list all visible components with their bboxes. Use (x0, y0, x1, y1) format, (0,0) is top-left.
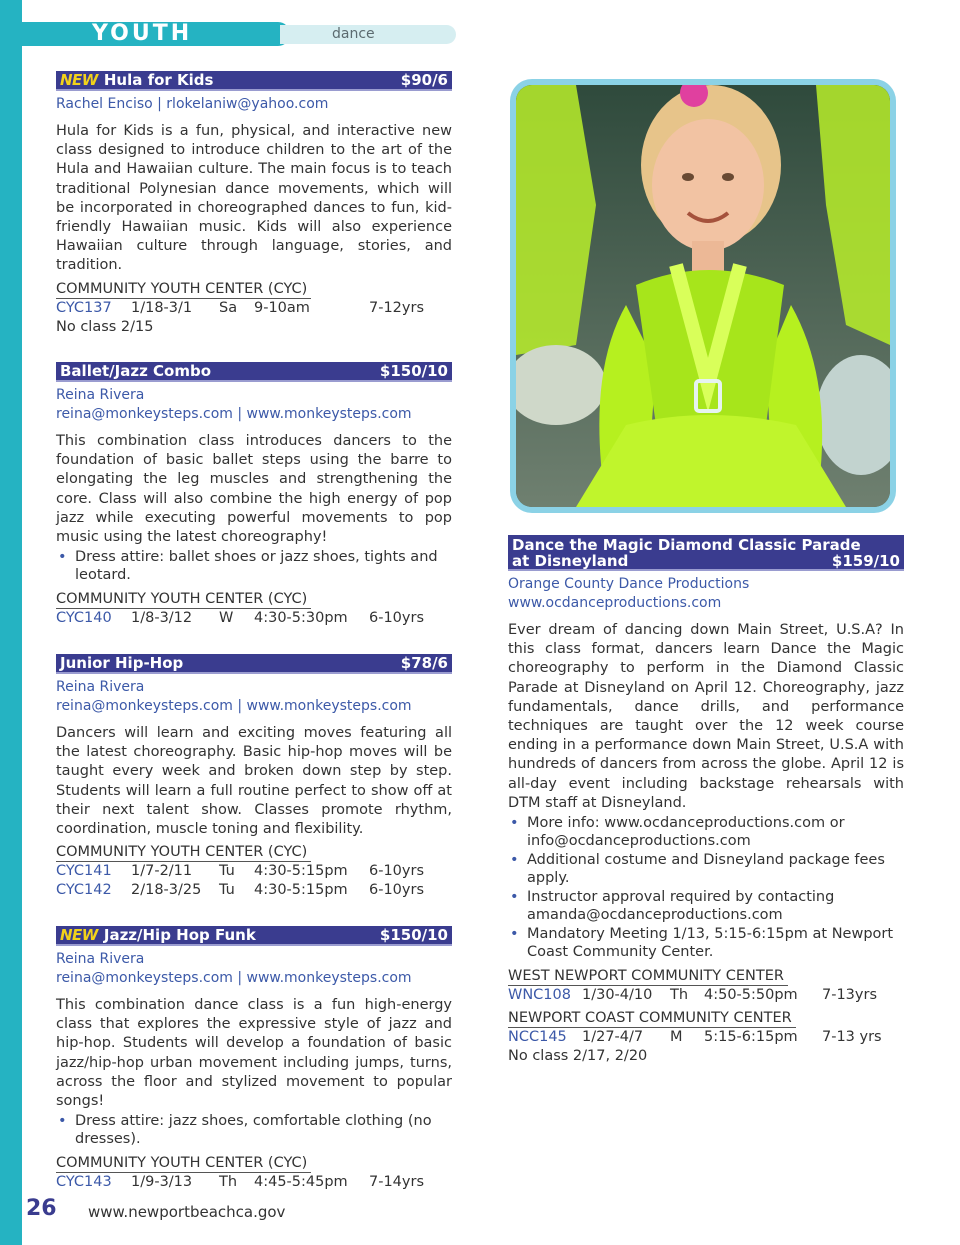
class-name: Dance the Magic Diamond Classic Parade (512, 536, 861, 554)
course-time: 4:30-5:30pm (254, 610, 348, 627)
instructor-contact[interactable]: reina@monkeysteps.com | www.monkeysteps.com (56, 406, 412, 422)
course-code[interactable]: WNC108 (508, 987, 571, 1004)
class-name: Junior Hip-Hop (60, 654, 184, 672)
course-day: Th (670, 987, 689, 1004)
course-time: 9-10am (254, 299, 310, 316)
class-hula-for-kids (56, 71, 452, 337)
course-day: Tu (219, 863, 235, 880)
location-name: COMMUNITY YOUTH CENTER (CYC) (56, 590, 311, 609)
course-ages: 6-10yrs (369, 863, 425, 880)
new-badge: NEW (60, 926, 98, 944)
class-title-line2 (512, 553, 900, 569)
instructor-info[interactable]: Rachel Enciso | rlokelaniw@yahoo.com (56, 96, 329, 112)
class-title-bar (56, 71, 452, 91)
instructor-name: Reina Rivera (56, 951, 145, 967)
course-ages: 7-14yrs (369, 1174, 425, 1191)
class-jazz-hip-hop-funk (56, 926, 452, 1192)
course-code[interactable]: CYC140 (56, 610, 112, 627)
class-bullets (508, 815, 904, 961)
new-badge: NEW (60, 71, 98, 89)
class-dance-the-magic (508, 535, 904, 1067)
class-description: This combination class introduces dancers to the foundation of basic ballet steps using the barre to elongating the leg muscles and strengthening the core. Class will also combine the high energy of pop jazz while executing powerful movements to pop music using the latest choreography! (56, 433, 452, 546)
course-ages: 7-13yrs (822, 987, 878, 1004)
bullet-item: • Dress attire: ballet shoes or jazz shoes, tights and leotard. (56, 549, 452, 584)
class-price: $90/6 (400, 71, 448, 89)
course-dates: 1/27-4/7 (582, 1029, 644, 1046)
photo-frame (510, 79, 896, 513)
left-accent-bar (0, 0, 22, 1245)
course-ages: 6-10yrs (369, 610, 425, 627)
section-title: YOUTH (92, 21, 193, 46)
dancer-photo-icon (516, 85, 890, 507)
class-price: $150/10 (379, 362, 448, 380)
course-code[interactable]: NCC145 (508, 1029, 567, 1046)
course-time: 4:30-5:15pm (254, 863, 348, 880)
instructor-name: Reina Rivera (56, 679, 145, 695)
category-label: dance (332, 26, 375, 42)
bullet-item: • Additional costume and Disneyland package fees apply. (508, 852, 904, 887)
schedule-note: No class 2/17, 2/20 (508, 1048, 648, 1065)
course-dates: 1/9-3/13 (131, 1174, 193, 1191)
course-day: Tu (219, 882, 235, 899)
footer-url[interactable]: www.newportbeachca.gov (88, 1203, 286, 1221)
class-title-bar (56, 926, 452, 946)
course-day: M (670, 1029, 683, 1046)
class-title-bar (56, 654, 452, 674)
instructor-contact[interactable]: reina@monkeysteps.com | www.monkeysteps.com (56, 698, 412, 714)
course-day: Sa (219, 299, 238, 316)
location-name: COMMUNITY YOUTH CENTER (CYC) (56, 280, 311, 299)
course-ages: 7-12yrs (369, 299, 425, 316)
class-description: Dancers will learn and exciting moves featuring all the latest choreography. Basic hip-hop moves will be taught every week and broken down step by step. Students will learn a full routine perfect to show off at their next talent show. Classes promote rhythm, coordination, muscle toning and flexibility. (56, 725, 452, 838)
instructor-name: Reina Rivera (56, 387, 145, 403)
course-dates: 1/18-3/1 (131, 299, 193, 316)
class-name: Hula for Kids (103, 71, 214, 89)
schedule-row (56, 299, 452, 318)
class-description: Hula for Kids is a fun, physical, and interactive new class designed to introduce children to the art of the Hula and Hawaiian culture. The main focus is to teach traditional Polynesian dance movements, which will be incorporated in choreographed dances to fun, kid-friendly Hawaiian music. Kids will also experience Hawaiian culture through language, stories, and tradition. (56, 123, 452, 274)
class-description: This combination dance class is a fun high-energy class that explores the expressive style of jazz and hip-hop. Students will develop a foundation of basic jazz/hip-hop urban movement including jumps, turns, across the floor and stylized movement to popular songs! (56, 997, 452, 1110)
course-day: W (219, 610, 234, 627)
instructor-contact[interactable]: reina@monkeysteps.com | www.monkeysteps.com (56, 970, 412, 986)
schedule-row (508, 1028, 904, 1047)
instructor-name: Orange County Dance Productions (508, 576, 750, 592)
bullet-item: • Instructor approval required by contacting amanda@ocdanceproductions.com (508, 889, 904, 924)
course-time: 5:15-6:15pm (704, 1029, 798, 1046)
course-dates: 1/8-3/12 (131, 610, 193, 627)
instructor-contact[interactable]: www.ocdanceproductions.com (508, 595, 722, 611)
class-price: $150/10 (379, 926, 448, 944)
schedule-row (56, 1173, 452, 1192)
course-time: 4:45-5:45pm (254, 1174, 348, 1191)
class-name: Ballet/Jazz Combo (60, 362, 212, 380)
class-description: Ever dream of dancing down Main Street, U.S.A? In this class format, dancers learn Dance the Magic choreography to perform in the Diamond Classic Parade at Disneyland on April 12. Choreography, jazz fundamentals, dance drills, and performance techniques are taught over the 12 week course ending in a performance down Main Street, U.S.A with hundreds of dancers from across the globe. April 12 is all-day event including backstage rehearsals with DTM staff at Disneyland. (508, 622, 904, 811)
schedule-row (56, 862, 452, 881)
location-name: COMMUNITY YOUTH CENTER (CYC) (56, 1154, 311, 1173)
class-title-bar (508, 535, 904, 571)
course-code[interactable]: CYC137 (56, 299, 112, 316)
location-name: WEST NEWPORT COMMUNITY CENTER (508, 967, 788, 986)
bullet-item: • Mandatory Meeting 1/13, 5:15-6:15pm at Newport Coast Community Center. (508, 926, 904, 961)
class-bullets (56, 1113, 452, 1148)
course-time: 4:50-5:50pm (704, 987, 798, 1004)
course-dates: 1/7-2/11 (131, 863, 193, 880)
class-name-line2: at Disneyland (512, 552, 629, 570)
course-code[interactable]: CYC141 (56, 863, 112, 880)
class-junior-hip-hop (56, 654, 452, 901)
class-title-bar (56, 362, 452, 382)
class-bullets (56, 549, 452, 584)
page-number: 26 (26, 1196, 57, 1221)
bullet-item: • Dress attire: jazz shoes, comfortable clothing (no dresses). (56, 1113, 452, 1148)
bullet-item: • More info: www.ocdanceproductions.com or info@ocdanceproductions.com (508, 815, 904, 850)
class-name: Jazz/Hip Hop Funk (103, 926, 256, 944)
course-ages: 7-13 yrs (822, 1029, 882, 1046)
course-day: Th (219, 1174, 238, 1191)
course-time: 4:30-5:15pm (254, 882, 348, 899)
course-dates: 2/18-3/25 (131, 882, 202, 899)
class-price: $159/10 (831, 552, 900, 570)
schedule-note: No class 2/15 (56, 318, 154, 335)
class-ballet-jazz-combo (56, 362, 452, 628)
location-name: COMMUNITY YOUTH CENTER (CYC) (56, 843, 311, 862)
schedule-row (56, 609, 452, 628)
course-code[interactable]: CYC143 (56, 1174, 112, 1191)
class-price: $78/6 (400, 654, 448, 672)
course-code[interactable]: CYC142 (56, 882, 112, 899)
schedule-row (56, 881, 452, 900)
location-name: NEWPORT COAST COMMUNITY CENTER (508, 1009, 796, 1028)
course-ages: 6-10yrs (369, 882, 425, 899)
schedule-row (508, 986, 904, 1005)
course-dates: 1/30-4/10 (582, 987, 653, 1004)
